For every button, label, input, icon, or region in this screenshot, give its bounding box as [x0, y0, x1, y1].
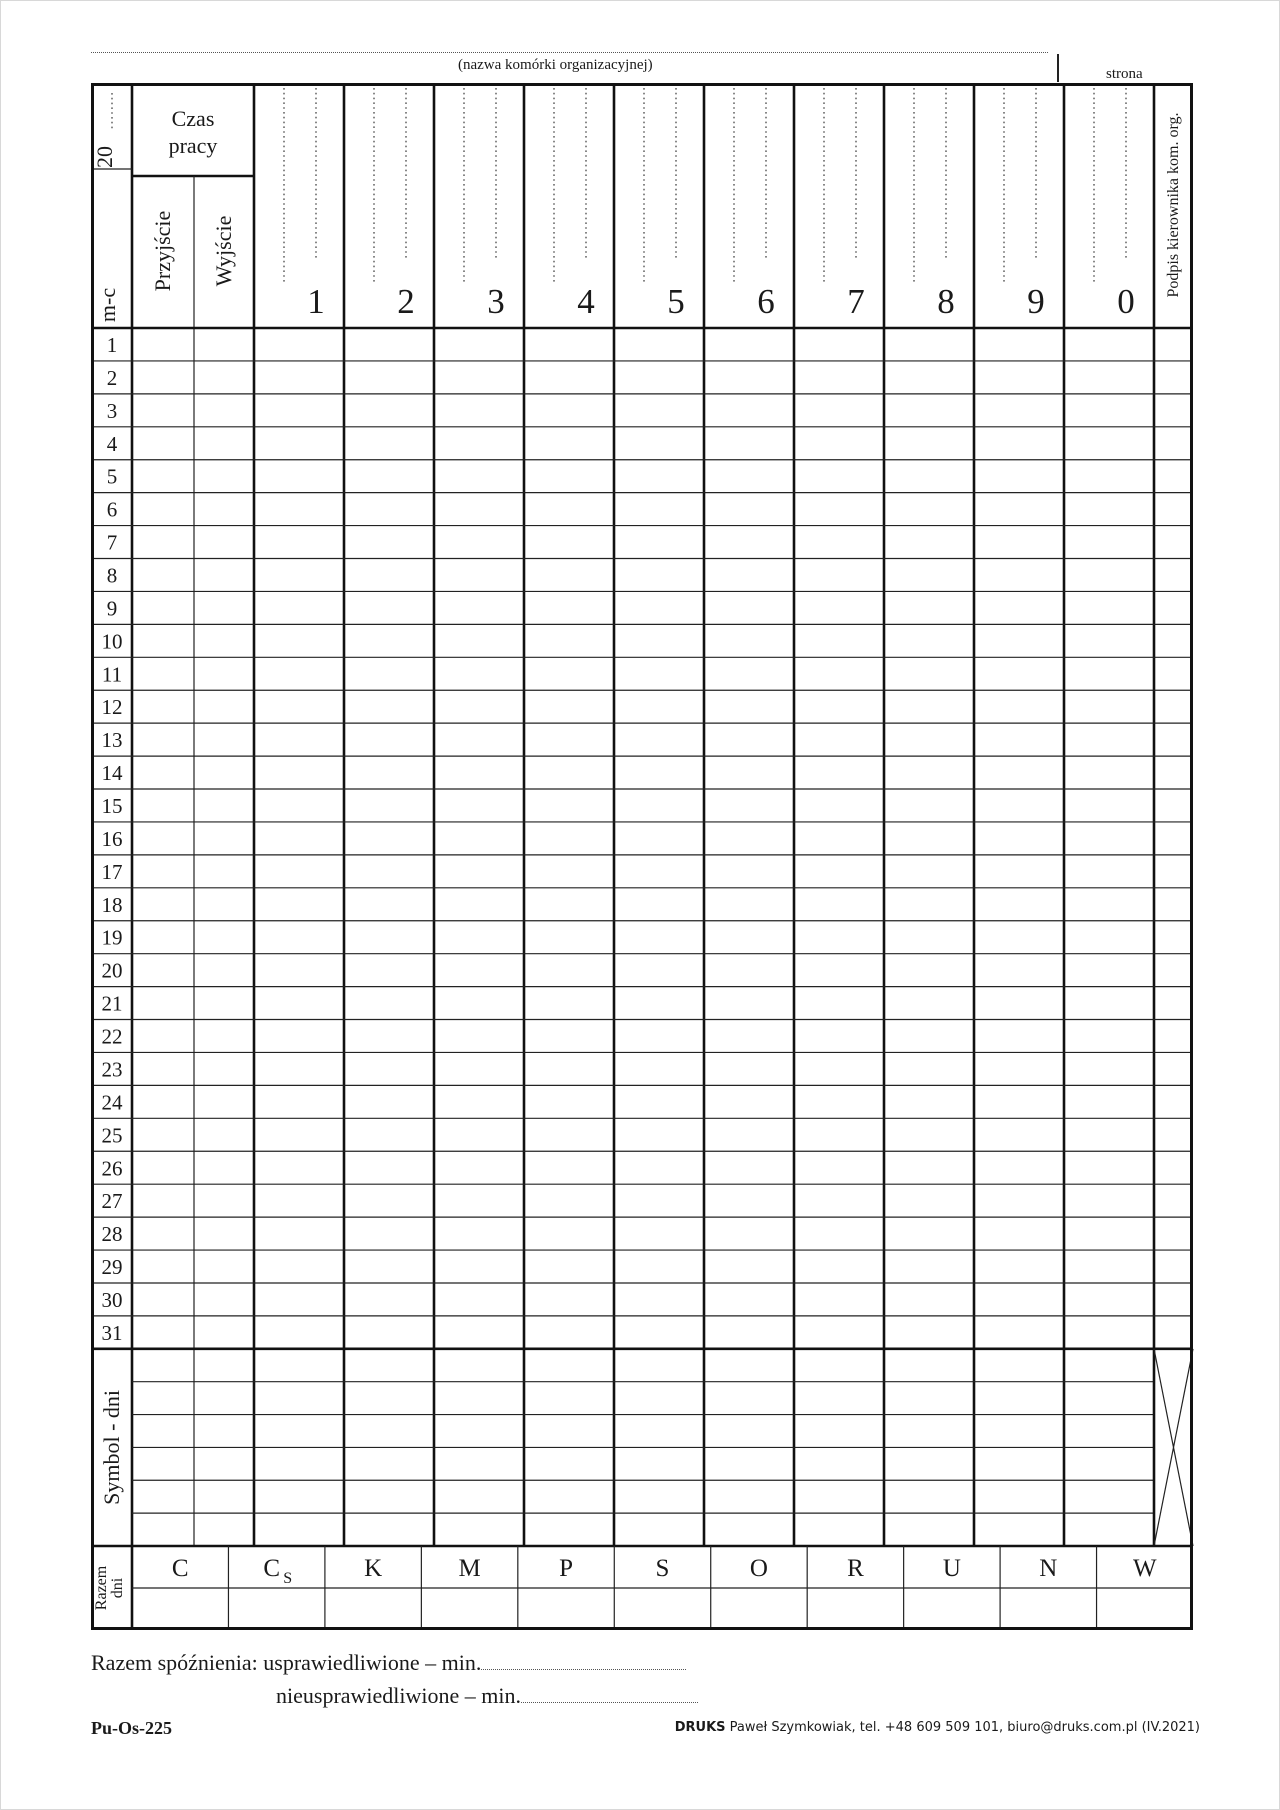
totals-label-line2: dni	[109, 1577, 126, 1599]
digit-column-label: 9	[1027, 282, 1045, 321]
day-number: 4	[106, 431, 118, 456]
day-number: 12	[101, 695, 123, 720]
digit-column-label: 5	[667, 282, 685, 321]
day-number: 10	[101, 629, 123, 654]
day-number: 13	[101, 728, 123, 753]
day-number: 16	[101, 826, 123, 851]
work-time-label-line1: Czas	[171, 106, 215, 131]
day-number: 17	[101, 859, 123, 884]
digit-column-label: 4	[577, 282, 595, 321]
excused-minutes-field[interactable]	[481, 1668, 686, 1670]
day-number: 31	[101, 1320, 123, 1345]
symbol-label: Symbol - dni	[99, 1389, 124, 1505]
day-number: 23	[101, 1057, 123, 1082]
day-number: 15	[101, 794, 123, 819]
day-number: 21	[101, 991, 123, 1016]
digit-column-label: 0	[1117, 282, 1135, 321]
day-number: 8	[106, 563, 118, 588]
late-total-row	[91, 1650, 686, 1676]
digit-column-label: 1	[307, 282, 325, 321]
form-code: Pu-Os-225	[91, 1718, 172, 1738]
day-number: 2	[106, 365, 118, 390]
totals-code-label: C	[171, 1555, 189, 1582]
day-number: 29	[101, 1255, 123, 1280]
totals-code-label: W	[1132, 1555, 1157, 1582]
digit-column-label: 2	[397, 282, 415, 321]
grid-labels	[92, 106, 1182, 1610]
totals-code-label: R	[847, 1555, 864, 1582]
day-number: 7	[106, 530, 118, 555]
totals-code-label: N	[1039, 1555, 1058, 1582]
day-number: 19	[101, 925, 123, 950]
publisher-info	[675, 1720, 1200, 1735]
totals-code-label: U	[942, 1555, 961, 1582]
digit-column-label: 6	[757, 282, 775, 321]
day-number: 25	[101, 1123, 123, 1148]
totals-code-label: P	[559, 1555, 573, 1582]
work-time-label-line2: pracy	[168, 133, 218, 158]
late-total-label: Razem spóźnienia: usprawiedliwione – min.	[91, 1650, 482, 1675]
totals-label-line1: Razem	[93, 1565, 110, 1611]
page-label: strona	[1106, 66, 1143, 82]
day-number: 20	[101, 958, 123, 983]
exit-label: Wyjście	[211, 215, 236, 287]
unexcused-label: nieusprawiedliwione – min.	[276, 1683, 522, 1708]
page-number-divider	[1057, 54, 1059, 82]
digit-column-label: 3	[487, 282, 505, 321]
signature-label: Podpis kierownika kom. org.	[1165, 112, 1182, 298]
day-number: 27	[101, 1189, 123, 1214]
totals-code-label: M	[458, 1555, 481, 1582]
totals-code-label: K	[364, 1555, 383, 1582]
day-number: 5	[106, 464, 118, 489]
unit-name-field[interactable]	[91, 52, 1048, 53]
day-number: 18	[101, 892, 123, 917]
unexcused-row	[276, 1683, 698, 1709]
day-number: 26	[101, 1156, 123, 1181]
day-number: 22	[101, 1024, 123, 1049]
day-number: 11	[101, 662, 123, 687]
digit-column-label: 8	[937, 282, 955, 321]
day-number: 6	[106, 497, 118, 522]
entry-label: Przyjście	[150, 210, 175, 292]
totals-code-subscript: S	[283, 1570, 293, 1587]
totals-code-label: O	[749, 1555, 768, 1582]
totals-code-label: C	[263, 1555, 281, 1582]
year-label: 20	[92, 146, 117, 168]
digit-column-label: 7	[847, 282, 865, 321]
day-number: 3	[106, 398, 118, 423]
unit-name-label: (nazwa komórki organizacyjnej)	[458, 57, 653, 73]
day-number: 1	[106, 333, 118, 357]
day-number: 14	[101, 761, 123, 786]
day-number: 28	[101, 1222, 123, 1247]
totals-code-label: S	[655, 1555, 670, 1582]
month-label: m-c	[95, 287, 120, 323]
publisher-details: Paweł Szymkowiak, tel. +48 609 509 101, biuro@druks.com.pl (IV.2021)	[729, 1720, 1200, 1735]
publisher-name: DRUKS	[674, 1720, 726, 1735]
timesheet-grid[interactable]	[91, 83, 1193, 1630]
day-number: 30	[101, 1287, 123, 1312]
day-number: 9	[106, 596, 118, 621]
day-number: 24	[101, 1090, 123, 1115]
unexcused-minutes-field[interactable]	[521, 1701, 698, 1703]
